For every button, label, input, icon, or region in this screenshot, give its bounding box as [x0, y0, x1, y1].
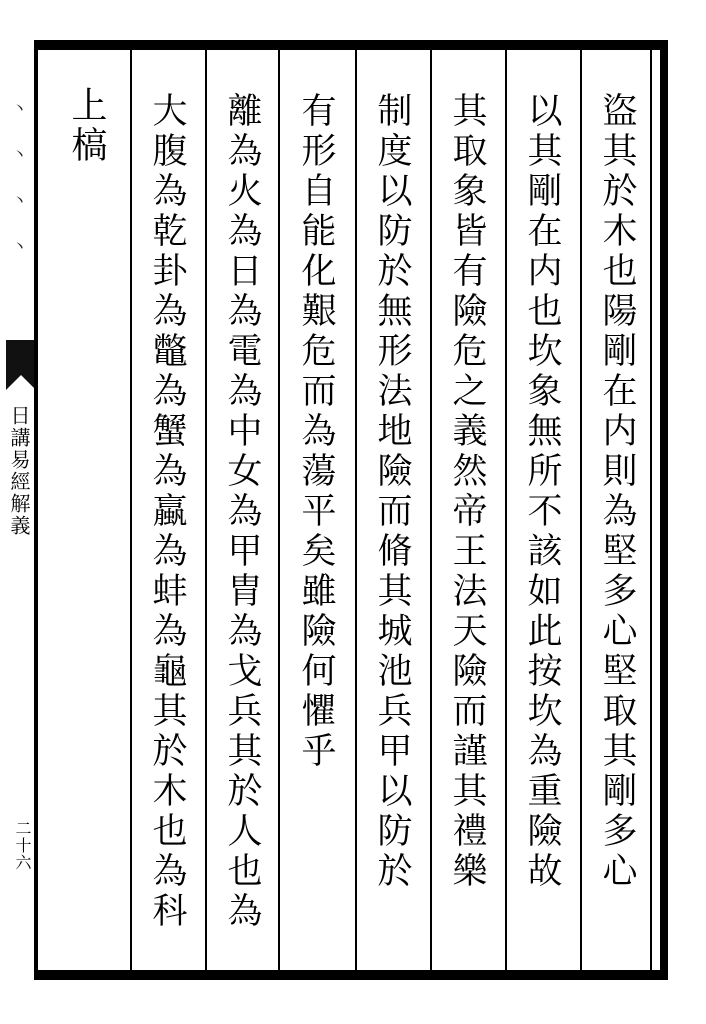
column-divider [355, 48, 357, 970]
margin-book-title: 日講易經解義 [7, 405, 31, 537]
text-column-3: 其取象皆有險危之義然帝王法天險而謹其禮樂 [447, 92, 487, 892]
page-margin [0, 40, 38, 980]
text-column-2: 以其剛在内也坎象無所不該如此按坎為重險故 [522, 92, 562, 892]
margin-edge-marks: 丶丶丶丶 [9, 100, 28, 284]
text-column-7: 大腹為乾卦為鼈為蟹為蠃為蚌為龜其於木也為科 [147, 92, 187, 932]
column-divider [130, 48, 132, 970]
column-divider [580, 48, 582, 970]
column-divider [205, 48, 207, 970]
section-heading: 上槁 [66, 86, 107, 166]
text-column-1: 盜其於木也陽剛在内則為堅多心堅取其剛多心 [597, 92, 637, 892]
bottom-border [38, 970, 668, 980]
text-column-5: 有形自能化艱危而為蕩平矣雖險何懼乎 [296, 92, 336, 772]
right-inner-border [650, 48, 652, 972]
top-border [38, 40, 668, 50]
text-column-4: 制度以防於無形法地險而脩其城池兵甲以防於 [372, 92, 412, 892]
text-column-6: 離為火為日為電為中女為甲胄為戈兵其於人也為 [222, 92, 262, 932]
column-divider [278, 48, 280, 970]
right-border [660, 40, 668, 980]
margin-border [34, 40, 38, 980]
fishtail-mark-icon [6, 340, 36, 390]
margin-page-number: 二十六 [13, 820, 32, 871]
column-divider [430, 48, 432, 970]
column-divider [505, 48, 507, 970]
